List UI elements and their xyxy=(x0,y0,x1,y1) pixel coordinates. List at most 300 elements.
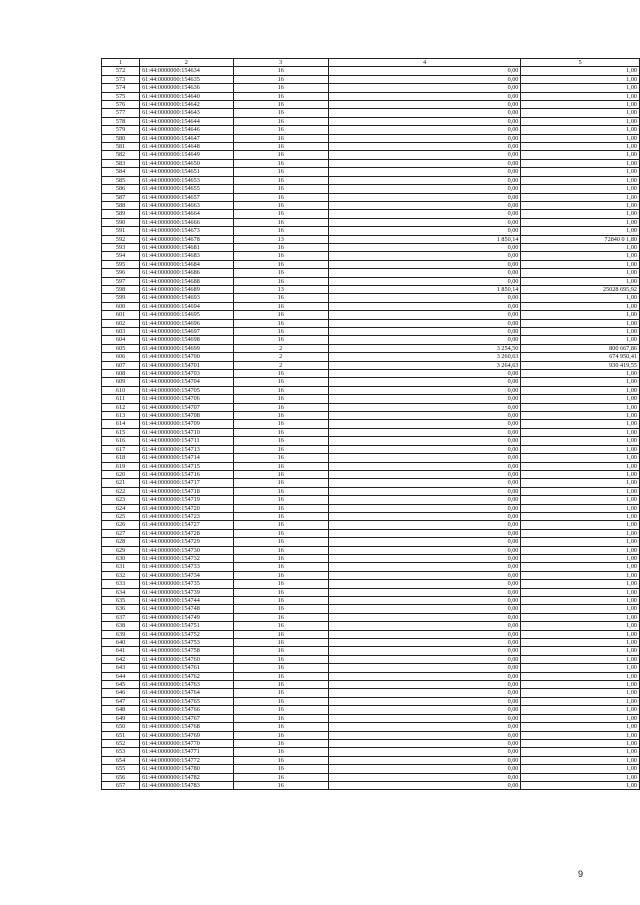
table-row xyxy=(102,597,640,605)
category-cell: 16 xyxy=(233,655,328,663)
table-row xyxy=(102,395,640,403)
value-cell: 0,00 xyxy=(328,67,521,75)
value-cell: 0,00 xyxy=(328,75,521,83)
cadastral-number-cell: 61:44:0000000:154681 xyxy=(140,243,234,251)
row-number-cell: 624 xyxy=(102,504,140,512)
cadastral-value-cell: 1,00 xyxy=(521,521,640,529)
cadastral-value-cell: 800 667,86 xyxy=(521,344,640,352)
table-row xyxy=(102,588,640,596)
value-cell: 0,00 xyxy=(328,706,521,714)
cadastral-value-cell: 1,00 xyxy=(521,168,640,176)
row-number-cell: 612 xyxy=(102,403,140,411)
value-cell: 0,00 xyxy=(328,714,521,722)
cadastral-value-cell: 1,00 xyxy=(521,243,640,251)
row-number-cell: 640 xyxy=(102,639,140,647)
cadastral-value-cell: 1,00 xyxy=(521,664,640,672)
value-cell: 0,00 xyxy=(328,437,521,445)
category-cell: 16 xyxy=(233,571,328,579)
table-row xyxy=(102,277,640,285)
cadastral-number-cell: 61:44:0000000:154696 xyxy=(140,319,234,327)
category-cell: 16 xyxy=(233,597,328,605)
value-cell: 0,00 xyxy=(328,294,521,302)
category-cell: 16 xyxy=(233,672,328,680)
value-cell: 0,00 xyxy=(328,176,521,184)
value-cell: 0,00 xyxy=(328,630,521,638)
category-cell: 16 xyxy=(233,428,328,436)
cadastral-number-cell: 61:44:0000000:154770 xyxy=(140,739,234,747)
category-cell: 16 xyxy=(233,723,328,731)
cadastral-value-cell: 72840 0 1,80 xyxy=(521,235,640,243)
value-cell: 0,00 xyxy=(328,504,521,512)
cadastral-number-cell: 61:44:0000000:154693 xyxy=(140,294,234,302)
cadastral-number-cell: 61:44:0000000:154655 xyxy=(140,185,234,193)
cadastral-value-cell: 1,00 xyxy=(521,109,640,117)
cadastral-number-cell: 61:44:0000000:154636 xyxy=(140,84,234,92)
row-number-cell: 593 xyxy=(102,243,140,251)
cadastral-number-cell: 61:44:0000000:154769 xyxy=(140,731,234,739)
cadastral-number-cell: 61:44:0000000:154653 xyxy=(140,176,234,184)
row-number-cell: 627 xyxy=(102,529,140,537)
value-cell: 0,00 xyxy=(328,395,521,403)
table-row xyxy=(102,470,640,478)
value-cell: 0,00 xyxy=(328,597,521,605)
row-number-cell: 606 xyxy=(102,353,140,361)
value-cell: 0,00 xyxy=(328,512,521,520)
category-cell: 16 xyxy=(233,378,328,386)
category-cell: 16 xyxy=(233,622,328,630)
value-cell: 0,00 xyxy=(328,639,521,647)
table-row xyxy=(102,403,640,411)
cadastral-number-cell: 61:44:0000000:154751 xyxy=(140,622,234,630)
cadastral-value-cell: 1,00 xyxy=(521,504,640,512)
row-number-cell: 580 xyxy=(102,134,140,142)
cadastral-value-cell: 1,00 xyxy=(521,92,640,100)
row-number-cell: 622 xyxy=(102,487,140,495)
value-cell: 0,00 xyxy=(328,193,521,201)
value-cell: 0,00 xyxy=(328,672,521,680)
cadastral-value-cell: 1,00 xyxy=(521,395,640,403)
cadastral-value-cell: 1,00 xyxy=(521,403,640,411)
value-cell: 0,00 xyxy=(328,159,521,167)
cadastral-value-cell: 1,00 xyxy=(521,201,640,209)
cadastral-number-cell: 61:44:0000000:154752 xyxy=(140,630,234,638)
cadastral-value-cell: 1,00 xyxy=(521,445,640,453)
cadastral-value-cell: 1,00 xyxy=(521,378,640,386)
row-number-cell: 594 xyxy=(102,252,140,260)
cadastral-number-cell: 61:44:0000000:154723 xyxy=(140,512,234,520)
row-number-cell: 618 xyxy=(102,454,140,462)
value-cell: 0,00 xyxy=(328,613,521,621)
row-number-cell: 616 xyxy=(102,437,140,445)
cadastral-number-cell: 61:44:0000000:154694 xyxy=(140,302,234,310)
table-row xyxy=(102,143,640,151)
row-number-cell: 614 xyxy=(102,420,140,428)
table-row xyxy=(102,538,640,546)
table-row xyxy=(102,689,640,697)
row-number-cell: 601 xyxy=(102,311,140,319)
cadastral-value-cell: 1,00 xyxy=(521,428,640,436)
cadastral-value-cell: 1,00 xyxy=(521,613,640,621)
row-number-cell: 589 xyxy=(102,210,140,218)
cadastral-number-cell: 61:44:0000000:154704 xyxy=(140,378,234,386)
cadastral-number-cell: 61:44:0000000:154699 xyxy=(140,344,234,352)
cadastral-value-cell: 1,00 xyxy=(521,487,640,495)
cadastral-number-cell: 61:44:0000000:154701 xyxy=(140,361,234,369)
value-cell: 0,00 xyxy=(328,538,521,546)
row-number-cell: 576 xyxy=(102,101,140,109)
row-number-cell: 600 xyxy=(102,302,140,310)
value-cell: 0,00 xyxy=(328,445,521,453)
value-cell: 0,00 xyxy=(328,126,521,134)
category-cell: 16 xyxy=(233,336,328,344)
row-number-cell: 591 xyxy=(102,227,140,235)
table-row xyxy=(102,529,640,537)
cadastral-number-cell: 61:44:0000000:154771 xyxy=(140,748,234,756)
category-cell: 16 xyxy=(233,588,328,596)
value-cell: 0,00 xyxy=(328,151,521,159)
row-number-cell: 631 xyxy=(102,563,140,571)
table-row xyxy=(102,260,640,268)
cadastral-number-cell: 61:44:0000000:154782 xyxy=(140,773,234,781)
table-row xyxy=(102,723,640,731)
row-number-cell: 611 xyxy=(102,395,140,403)
cadastral-value-cell: 1,00 xyxy=(521,311,640,319)
row-number-cell: 626 xyxy=(102,521,140,529)
cadastral-number-cell: 61:44:0000000:154648 xyxy=(140,143,234,151)
value-cell: 1 850,14 xyxy=(328,285,521,293)
value-cell: 0,00 xyxy=(328,370,521,378)
value-cell: 0,00 xyxy=(328,252,521,260)
cadastral-value-cell: 1,00 xyxy=(521,554,640,562)
row-number-cell: 633 xyxy=(102,580,140,588)
cadastral-number-cell: 61:44:0000000:154657 xyxy=(140,193,234,201)
cadastral-value-cell: 1,00 xyxy=(521,176,640,184)
category-cell: 16 xyxy=(233,159,328,167)
category-cell: 16 xyxy=(233,739,328,747)
category-cell: 16 xyxy=(233,126,328,134)
category-cell: 13 xyxy=(233,285,328,293)
cadastral-number-cell: 61:44:0000000:154749 xyxy=(140,613,234,621)
cadastral-value-cell: 1,00 xyxy=(521,437,640,445)
table-row xyxy=(102,781,640,789)
cadastral-value-cell: 1,00 xyxy=(521,681,640,689)
category-cell: 16 xyxy=(233,101,328,109)
value-cell: 3 264,63 xyxy=(328,361,521,369)
table-header-row xyxy=(102,59,640,67)
table-row xyxy=(102,243,640,251)
row-number-cell: 652 xyxy=(102,739,140,747)
row-number-cell: 585 xyxy=(102,176,140,184)
category-cell: 16 xyxy=(233,227,328,235)
category-cell: 16 xyxy=(233,218,328,226)
table-row xyxy=(102,151,640,159)
table-row xyxy=(102,285,640,293)
value-cell: 0,00 xyxy=(328,781,521,789)
category-cell: 16 xyxy=(233,109,328,117)
value-cell: 0,00 xyxy=(328,748,521,756)
cadastral-number-cell: 61:44:0000000:154760 xyxy=(140,655,234,663)
value-cell: 0,00 xyxy=(328,689,521,697)
table-row xyxy=(102,311,640,319)
cadastral-number-cell: 61:44:0000000:154762 xyxy=(140,672,234,680)
cadastral-value-cell: 1,00 xyxy=(521,546,640,554)
cadastral-value-cell: 1,00 xyxy=(521,462,640,470)
row-number-cell: 650 xyxy=(102,723,140,731)
cadastral-value-cell: 1,00 xyxy=(521,193,640,201)
table-row xyxy=(102,328,640,336)
row-number-cell: 597 xyxy=(102,277,140,285)
row-number-cell: 619 xyxy=(102,462,140,470)
row-number-cell: 630 xyxy=(102,554,140,562)
cadastral-value-cell: 1,00 xyxy=(521,748,640,756)
value-cell: 0,00 xyxy=(328,622,521,630)
row-number-cell: 579 xyxy=(102,126,140,134)
cadastral-number-cell: 61:44:0000000:154720 xyxy=(140,504,234,512)
column-header-cadastral-number: 2 xyxy=(140,59,234,67)
table-row xyxy=(102,462,640,470)
cadastral-value-cell: 1,00 xyxy=(521,269,640,277)
cadastral-value-cell: 1,00 xyxy=(521,630,640,638)
cadastral-number-cell: 61:44:0000000:154767 xyxy=(140,714,234,722)
category-cell: 16 xyxy=(233,781,328,789)
value-cell: 0,00 xyxy=(328,765,521,773)
value-cell: 0,00 xyxy=(328,227,521,235)
value-cell: 3 254,50 xyxy=(328,344,521,352)
value-cell: 0,00 xyxy=(328,328,521,336)
row-number-cell: 596 xyxy=(102,269,140,277)
cadastral-number-cell: 61:44:0000000:154710 xyxy=(140,428,234,436)
category-cell: 2 xyxy=(233,344,328,352)
cadastral-value-cell: 1,00 xyxy=(521,126,640,134)
row-number-cell: 609 xyxy=(102,378,140,386)
value-cell: 0,00 xyxy=(328,92,521,100)
category-cell: 16 xyxy=(233,605,328,613)
cadastral-number-cell: 61:44:0000000:154753 xyxy=(140,639,234,647)
cadastral-value-cell: 1,00 xyxy=(521,185,640,193)
cadastral-number-cell: 61:44:0000000:154664 xyxy=(140,210,234,218)
value-cell: 0,00 xyxy=(328,185,521,193)
value-cell: 0,00 xyxy=(328,143,521,151)
value-cell: 0,00 xyxy=(328,723,521,731)
row-number-cell: 586 xyxy=(102,185,140,193)
cadastral-value-cell: 1,00 xyxy=(521,84,640,92)
row-number-cell: 583 xyxy=(102,159,140,167)
row-number-cell: 575 xyxy=(102,92,140,100)
category-cell: 16 xyxy=(233,134,328,142)
row-number-cell: 635 xyxy=(102,597,140,605)
table-row xyxy=(102,302,640,310)
cadastral-number-cell: 61:44:0000000:154686 xyxy=(140,269,234,277)
category-cell: 16 xyxy=(233,496,328,504)
cadastral-number-cell: 61:44:0000000:154707 xyxy=(140,403,234,411)
row-number-cell: 615 xyxy=(102,428,140,436)
cadastral-number-cell: 61:44:0000000:154748 xyxy=(140,605,234,613)
cadastral-value-cell: 1,00 xyxy=(521,580,640,588)
value-cell: 0,00 xyxy=(328,336,521,344)
cadastral-value-cell: 1,00 xyxy=(521,723,640,731)
category-cell: 16 xyxy=(233,176,328,184)
cadastral-value-cell: 1,00 xyxy=(521,67,640,75)
category-cell: 16 xyxy=(233,731,328,739)
category-cell: 16 xyxy=(233,479,328,487)
row-number-cell: 657 xyxy=(102,781,140,789)
table-row xyxy=(102,126,640,134)
category-cell: 16 xyxy=(233,386,328,394)
table-row xyxy=(102,361,640,369)
value-cell: 0,00 xyxy=(328,210,521,218)
category-cell: 16 xyxy=(233,370,328,378)
cadastral-value-cell: 1,00 xyxy=(521,765,640,773)
cadastral-value-cell: 1,00 xyxy=(521,370,640,378)
value-cell: 0,00 xyxy=(328,580,521,588)
table-row xyxy=(102,336,640,344)
cadastral-value-cell: 1,00 xyxy=(521,252,640,260)
category-cell: 16 xyxy=(233,143,328,151)
table-row xyxy=(102,353,640,361)
category-cell: 16 xyxy=(233,328,328,336)
row-number-cell: 620 xyxy=(102,470,140,478)
value-cell: 0,00 xyxy=(328,201,521,209)
cadastral-value-cell: 1,00 xyxy=(521,210,640,218)
category-cell: 16 xyxy=(233,75,328,83)
row-number-cell: 638 xyxy=(102,622,140,630)
cadastral-value-cell: 1,00 xyxy=(521,622,640,630)
table-row xyxy=(102,101,640,109)
row-number-cell: 588 xyxy=(102,201,140,209)
table-row xyxy=(102,496,640,504)
table-row xyxy=(102,294,640,302)
category-cell: 16 xyxy=(233,420,328,428)
cadastral-number-cell: 61:44:0000000:154765 xyxy=(140,697,234,705)
cadastral-number-cell: 61:44:0000000:154761 xyxy=(140,664,234,672)
category-cell: 16 xyxy=(233,269,328,277)
category-cell: 16 xyxy=(233,117,328,125)
cadastral-number-cell: 61:44:0000000:154698 xyxy=(140,336,234,344)
value-cell: 0,00 xyxy=(328,554,521,562)
category-cell: 16 xyxy=(233,470,328,478)
cadastral-number-cell: 61:44:0000000:154758 xyxy=(140,647,234,655)
row-number-cell: 581 xyxy=(102,143,140,151)
row-number-cell: 642 xyxy=(102,655,140,663)
value-cell: 0,00 xyxy=(328,302,521,310)
table-row xyxy=(102,134,640,142)
cadastral-value-cell: 1,00 xyxy=(521,731,640,739)
category-cell: 16 xyxy=(233,512,328,520)
table-row xyxy=(102,84,640,92)
value-cell: 0,00 xyxy=(328,756,521,764)
cadastral-number-cell: 61:44:0000000:154709 xyxy=(140,420,234,428)
cadastral-number-cell: 61:44:0000000:154744 xyxy=(140,597,234,605)
cadastral-value-cell: 674 950,41 xyxy=(521,353,640,361)
table-row xyxy=(102,235,640,243)
cadastral-value-cell: 1,00 xyxy=(521,773,640,781)
row-number-cell: 634 xyxy=(102,588,140,596)
category-cell: 16 xyxy=(233,563,328,571)
value-cell: 0,00 xyxy=(328,588,521,596)
category-cell: 16 xyxy=(233,529,328,537)
table-row xyxy=(102,386,640,394)
value-cell: 0,00 xyxy=(328,546,521,554)
value-cell: 0,00 xyxy=(328,647,521,655)
table-row xyxy=(102,319,640,327)
row-number-cell: 644 xyxy=(102,672,140,680)
cadastral-number-cell: 61:44:0000000:154783 xyxy=(140,781,234,789)
category-cell: 16 xyxy=(233,714,328,722)
row-number-cell: 639 xyxy=(102,630,140,638)
category-cell: 16 xyxy=(233,395,328,403)
cadastral-value-cell: 1,00 xyxy=(521,159,640,167)
category-cell: 16 xyxy=(233,412,328,420)
row-number-cell: 584 xyxy=(102,168,140,176)
cadastral-number-cell: 61:44:0000000:154684 xyxy=(140,260,234,268)
category-cell: 16 xyxy=(233,260,328,268)
cadastral-value-cell: 1,00 xyxy=(521,714,640,722)
row-number-cell: 582 xyxy=(102,151,140,159)
cadastral-number-cell: 61:44:0000000:154706 xyxy=(140,395,234,403)
cadastral-value-cell: 1,00 xyxy=(521,386,640,394)
table-row xyxy=(102,605,640,613)
row-number-cell: 653 xyxy=(102,748,140,756)
category-cell: 16 xyxy=(233,756,328,764)
cadastral-value-cell: 930 419,55 xyxy=(521,361,640,369)
table-row xyxy=(102,622,640,630)
table-row xyxy=(102,630,640,638)
cadastral-value-cell: 1,00 xyxy=(521,512,640,520)
value-cell: 0,00 xyxy=(328,697,521,705)
row-number-cell: 637 xyxy=(102,613,140,621)
value-cell: 0,00 xyxy=(328,412,521,420)
row-number-cell: 574 xyxy=(102,84,140,92)
category-cell: 16 xyxy=(233,697,328,705)
category-cell: 16 xyxy=(233,580,328,588)
cadastral-value-cell: 1,00 xyxy=(521,672,640,680)
category-cell: 16 xyxy=(233,765,328,773)
cadastral-value-cell: 1,00 xyxy=(521,588,640,596)
cadastral-value-cell: 1,00 xyxy=(521,336,640,344)
cadastral-number-cell: 61:44:0000000:154650 xyxy=(140,159,234,167)
cadastral-value-cell: 1,00 xyxy=(521,101,640,109)
table-row xyxy=(102,420,640,428)
cadastral-value-cell: 1,00 xyxy=(521,756,640,764)
cadastral-number-cell: 61:44:0000000:154688 xyxy=(140,277,234,285)
category-cell: 16 xyxy=(233,546,328,554)
value-cell: 0,00 xyxy=(328,462,521,470)
row-number-cell: 613 xyxy=(102,412,140,420)
category-cell: 16 xyxy=(233,201,328,209)
value-cell: 0,00 xyxy=(328,277,521,285)
table-row xyxy=(102,252,640,260)
cadastral-value-cell: 1,00 xyxy=(521,655,640,663)
category-cell: 16 xyxy=(233,630,328,638)
cadastral-value-cell: 1,00 xyxy=(521,227,640,235)
row-number-cell: 628 xyxy=(102,538,140,546)
table-row xyxy=(102,748,640,756)
cadastral-number-cell: 61:44:0000000:154644 xyxy=(140,117,234,125)
table-row xyxy=(102,218,640,226)
cadastral-value-cell: 1,00 xyxy=(521,143,640,151)
category-cell: 16 xyxy=(233,454,328,462)
cadastral-value-cell: 1,00 xyxy=(521,647,640,655)
table-row xyxy=(102,445,640,453)
value-cell: 0,00 xyxy=(328,487,521,495)
cadastral-number-cell: 61:44:0000000:154717 xyxy=(140,479,234,487)
cadastral-value-cell: 1,00 xyxy=(521,689,640,697)
value-cell: 0,00 xyxy=(328,731,521,739)
category-cell: 16 xyxy=(233,538,328,546)
table-row xyxy=(102,571,640,579)
value-cell: 0,00 xyxy=(328,386,521,394)
category-cell: 16 xyxy=(233,462,328,470)
